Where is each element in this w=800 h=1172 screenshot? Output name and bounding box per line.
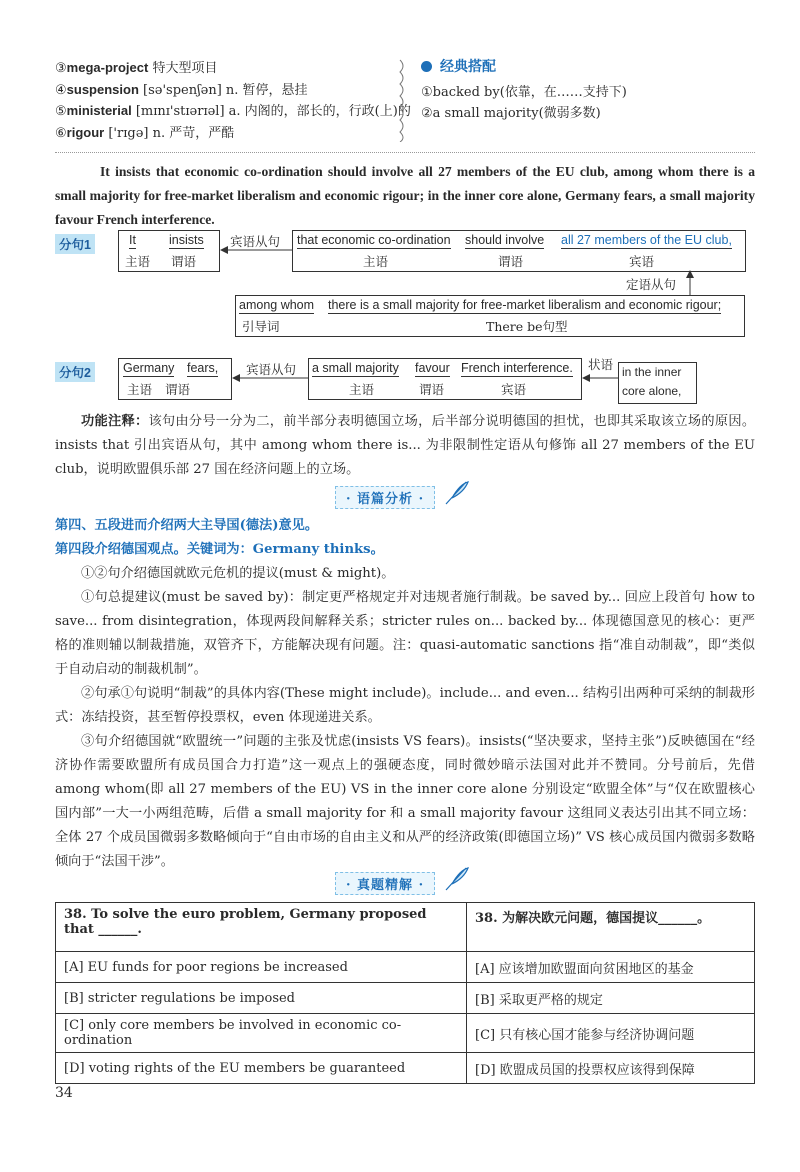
clause1-tag: 分句1 — [55, 234, 95, 254]
option-en: [C] only core members be involved in economic co-ordination — [56, 1014, 467, 1053]
collocation-heading: 经典搭配 — [421, 56, 496, 76]
phrase-should: should involve — [465, 233, 545, 247]
word-it: It — [129, 233, 136, 247]
option-zh: [C] 只有核心国才能参与经济协调问题 — [467, 1014, 755, 1053]
option-zh: [A] 应该增加欧盟面向贫困地区的基金 — [467, 952, 755, 983]
analysis-paragraph: ①句总提建议(must be saved by)：制定更严格规定并对违规者施行制裁。be saved by... 回应上段首句 how to save... from disintegration，体现两段间解释关系；stricter rules on... backed by... 体现德国意见的核心：更严格的准则辅以制裁措施，双管齐下，方能解决现有问题。注：quasi-automatic sanctions 指“准自动制裁”，即“类似于自动启动的制裁机制”。 — [55, 590, 755, 677]
phrase-all27: all 27 members of the EU club, — [561, 233, 732, 247]
page-number: 34 — [55, 1085, 73, 1101]
clause2-object-box — [308, 358, 582, 400]
clause2-tag: 分句2 — [55, 362, 95, 382]
option-zh: [B] 采取更严格的规定 — [467, 983, 755, 1014]
table-row — [56, 1014, 755, 1053]
label-subject: 主语 — [127, 382, 153, 397]
label-there-be: There be句型 — [486, 319, 568, 334]
section-banner: · 语篇分析 · — [335, 486, 435, 509]
analysis-heading: 第四、五段进而介绍两大主导国(德法)意见。 — [55, 518, 319, 533]
vocab-item: ④suspension [sə'spenʃən] n. 暂停，悬挂 — [55, 81, 308, 98]
option-en: [D] voting rights of the EU members be guaranteed — [56, 1053, 467, 1084]
label-object: 宾语 — [501, 382, 527, 397]
vocab-item: ⑥rigour ['rɪgə] n. 严苛，严酷 — [55, 124, 235, 141]
label-guide: 引导词 — [242, 319, 280, 334]
label-subject: 主语 — [363, 254, 389, 269]
analysis-paragraph: ②句承①句说明“制裁”的具体内容(These might include)。include... and even... 结构引出两种可采纳的制裁形式：冻结投资，甚至暂停投票权，even 体现递进关系。 — [55, 686, 755, 725]
label-predicate: 谓语 — [171, 254, 197, 269]
label-subject: 主语 — [125, 254, 151, 269]
divider — [55, 152, 755, 153]
phrase-small-majority: a small majority — [312, 361, 399, 375]
collocation-item: ①backed by(依靠，在……支持下) — [421, 85, 627, 100]
word-germany: Germany — [123, 361, 175, 375]
analysis-paragraph: ③句介绍德国就“欧盟统一”问题的主张及忧虑(insists VS fears)。insists(“坚决要求，坚持主张”)反映德国在“经济协作需要欧盟所有成员国合力打造”这一观点上的强硬态度，同时微妙暗示法国对此并不赞同。分号前后，先借 among whom(即 all 27 members of the EU) VS in the inner core alone 分别设定“欧盟全体”与“仅在欧盟核心国内部”一大一小两组范畴，后借 a small majority for 和 a small majority favour 这组同义表达引出其不同立场：全体 27 个成员国微弱多数略倾向于“自由市场的自由主义和从严的经济政策(即德国立场)” VS 核心成员国内微弱多数略倾向于“法国干涉”。 — [55, 734, 755, 869]
phrase-there-is: there is a small majority for free-market liberalism and economic rigour; — [328, 298, 722, 312]
attributive-clause-label: 定语从句 — [626, 277, 677, 292]
phrase-french: French interference. — [461, 361, 573, 375]
table-row — [56, 903, 755, 952]
spiral-divider — [398, 58, 406, 144]
vocab-item: ⑤ministerial [mɪnɪ'stɪərɪəl] a. 内阁的，部长的，行政(上)的 — [55, 103, 411, 119]
bullet-icon — [421, 61, 432, 72]
vocab-item: ③mega-project 特大型项目 — [55, 60, 218, 76]
label-predicate: 谓语 — [165, 382, 191, 397]
quill-icon — [442, 864, 472, 894]
quill-icon — [442, 478, 472, 508]
clause1-attr-box — [235, 295, 745, 337]
option-zh: [D] 欧盟成员国的投票权应该得到保障 — [467, 1053, 755, 1084]
question-table — [55, 902, 755, 1084]
label-object: 宾语 — [629, 254, 655, 269]
table-row — [56, 983, 755, 1014]
option-en: [A] EU funds for poor regions be increased — [56, 952, 467, 983]
word-fears: fears, — [187, 361, 219, 375]
phrase-that: that economic co-ordination — [297, 233, 451, 247]
label-predicate: 谓语 — [498, 254, 524, 269]
analysis-subheading: 第四段介绍德国观点。关键词为：Germany thinks。 — [55, 542, 384, 557]
vocab-list — [55, 58, 411, 144]
clause2-main-box — [118, 358, 232, 400]
table-row — [56, 952, 755, 983]
label-subject: 主语 — [349, 382, 375, 397]
section-banner: · 真题精解 · — [335, 872, 435, 895]
phrase-among-whom: among whom — [239, 298, 315, 312]
clause1-main-box — [118, 230, 220, 272]
table-row — [56, 1053, 755, 1084]
analysis-paragraph: ①②句介绍德国就欧元危机的提议(must & might)。 — [81, 566, 395, 581]
question-stem-zh: 38. 为解决欧元问题，德国提议______。 — [467, 903, 755, 952]
clause1-object-box — [292, 230, 746, 272]
adverbial-label: 状语 — [588, 357, 614, 372]
word-favour: favour — [415, 361, 450, 375]
object-clause-label: 宾语从句 — [230, 234, 281, 249]
label-predicate: 谓语 — [419, 382, 445, 397]
question-stem-en: 38. To solve the euro problem, Germany proposed that ______. — [56, 903, 467, 952]
word-insists: insists — [169, 233, 204, 247]
function-note: 功能注释：该句由分号一分为二，前半部分表明德国立场，后半部分说明德国的担忧，也即其采取该立场的原因。insists that 引出宾语从句，其中 among whom there is... 为非限制性定语从句修饰 all 27 members of the EU club，说明欧盟俱乐部 27 国在经济问题上的立场。 — [55, 414, 756, 477]
option-en: [B] stricter regulations be imposed — [56, 983, 467, 1014]
clause2-adverbial-box: in the inner core alone, — [618, 362, 697, 404]
key-sentence: It insists that economic co-ordination should involve all 27 members of the EU club, among whom there is a small majority for free-market liberalism and economic rigour; in the inner core alone, Germany fears, a small majority favour French interference. — [55, 164, 755, 227]
collocation-list — [421, 82, 627, 124]
object-clause-label: 宾语从句 — [246, 362, 297, 377]
collocation-item: ②a small majority(微弱多数) — [421, 106, 601, 121]
